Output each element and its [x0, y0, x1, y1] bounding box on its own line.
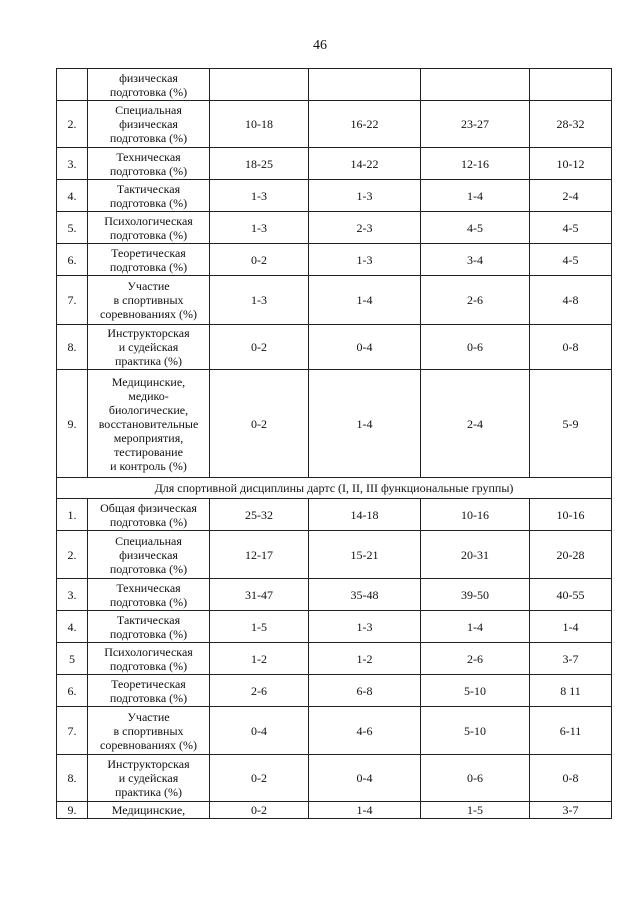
table-bottom-section	[57, 499, 612, 819]
value-cell-col3: 10-16	[421, 499, 530, 531]
row-label-cell: Инструкторская и судейская практика (%)	[88, 325, 210, 370]
table-row	[57, 611, 612, 643]
value-cell-col2: 1-2	[309, 643, 421, 675]
value-cell-col3: 0-6	[421, 755, 530, 802]
row-number-cell: 9.	[57, 802, 88, 819]
value-cell-col1: 25-32	[210, 499, 309, 531]
row-label-cell: Участие в спортивных соревнованиях (%)	[88, 276, 210, 325]
value-cell-col4: 20-28	[530, 531, 612, 579]
value-cell-col1: 0-4	[210, 707, 309, 755]
value-cell-col1: 0-2	[210, 802, 309, 819]
row-number-cell: 5	[57, 643, 88, 675]
row-number-cell: 3.	[57, 579, 88, 611]
row-label-cell: Общая физическая подготовка (%)	[88, 499, 210, 531]
row-number-cell: 6.	[57, 244, 88, 276]
row-label-cell: Техническая подготовка (%)	[88, 148, 210, 180]
section-title: Для спортивной дисциплины дартс (I, II, III функциональные группы)	[57, 478, 612, 499]
value-cell-col4: 4-8	[530, 276, 612, 325]
value-cell-col3: 39-50	[421, 579, 530, 611]
value-cell-col1: 31-47	[210, 579, 309, 611]
value-cell-col2: 0-4	[309, 325, 421, 370]
table-row	[57, 579, 612, 611]
table-row	[57, 755, 612, 802]
row-label-cell: Специальная физическая подготовка (%)	[88, 531, 210, 579]
row-label-cell: Теоретическая подготовка (%)	[88, 675, 210, 707]
value-cell-col4: 1-4	[530, 611, 612, 643]
training-ratio-table	[56, 68, 612, 819]
value-cell-col2: 16-22	[309, 101, 421, 148]
row-number-cell: 8.	[57, 755, 88, 802]
row-label-cell: Тактическая подготовка (%)	[88, 180, 210, 212]
value-cell-col1: 1-3	[210, 180, 309, 212]
value-cell-col4: 0-8	[530, 755, 612, 802]
row-number-cell: 3.	[57, 148, 88, 180]
row-number-cell: 9.	[57, 370, 88, 478]
value-cell-col2: 1-4	[309, 276, 421, 325]
table-row	[57, 707, 612, 755]
table-row	[57, 325, 612, 370]
row-label-cell: Психологическая подготовка (%)	[88, 212, 210, 244]
value-cell-col1: 2-6	[210, 675, 309, 707]
value-cell-col3: 5-10	[421, 675, 530, 707]
value-cell-col2: 15-21	[309, 531, 421, 579]
row-number-cell: 5.	[57, 212, 88, 244]
value-cell-col3: 2-6	[421, 276, 530, 325]
value-cell-col4: 8 11	[530, 675, 612, 707]
row-label-cell: Медицинские,	[88, 802, 210, 819]
value-cell-col4: 0-8	[530, 325, 612, 370]
value-cell-col4: 4-5	[530, 212, 612, 244]
value-cell-col3: 5-10	[421, 707, 530, 755]
table-row	[57, 370, 612, 478]
row-label-cell: Теоретическая подготовка (%)	[88, 244, 210, 276]
value-cell-col4: 6-11	[530, 707, 612, 755]
value-cell-col1: 1-3	[210, 276, 309, 325]
value-cell-col4: 2-4	[530, 180, 612, 212]
value-cell-col2: 14-18	[309, 499, 421, 531]
table-row	[57, 643, 612, 675]
value-cell-col4: 5-9	[530, 370, 612, 478]
value-cell-col2: 6-8	[309, 675, 421, 707]
row-number-cell	[57, 69, 88, 101]
table-row	[57, 212, 612, 244]
value-cell-col4: 28-32	[530, 101, 612, 148]
value-cell-col3	[421, 69, 530, 101]
value-cell-col2: 1-4	[309, 370, 421, 478]
value-cell-col2: 1-3	[309, 244, 421, 276]
value-cell-col1: 12-17	[210, 531, 309, 579]
row-label-cell: Тактическая подготовка (%)	[88, 611, 210, 643]
table-top-section	[57, 69, 612, 478]
value-cell-col2: 14-22	[309, 148, 421, 180]
section-header-row	[57, 478, 612, 499]
value-cell-col4: 40-55	[530, 579, 612, 611]
value-cell-col2: 35-48	[309, 579, 421, 611]
value-cell-col3: 3-4	[421, 244, 530, 276]
value-cell-col3: 2-6	[421, 643, 530, 675]
value-cell-col3: 23-27	[421, 101, 530, 148]
row-number-cell: 4.	[57, 180, 88, 212]
value-cell-col4: 3-7	[530, 643, 612, 675]
value-cell-col2: 4-6	[309, 707, 421, 755]
row-number-cell: 7.	[57, 276, 88, 325]
row-number-cell: 2.	[57, 101, 88, 148]
value-cell-col1: 0-2	[210, 325, 309, 370]
row-label-cell: Медицинские, медико- биологические, восстановительные мероприятия, тестирование и контроль (%)	[88, 370, 210, 478]
value-cell-col3: 1-5	[421, 802, 530, 819]
row-label-cell: Специальная физическая подготовка (%)	[88, 101, 210, 148]
table-row	[57, 276, 612, 325]
value-cell-col3: 1-4	[421, 611, 530, 643]
value-cell-col1: 1-2	[210, 643, 309, 675]
value-cell-col1: 10-18	[210, 101, 309, 148]
value-cell-col2: 2-3	[309, 212, 421, 244]
value-cell-col1: 0-2	[210, 244, 309, 276]
row-label-cell: Участие в спортивных соревнованиях (%)	[88, 707, 210, 755]
value-cell-col2	[309, 69, 421, 101]
value-cell-col4: 4-5	[530, 244, 612, 276]
row-label-cell: Техническая подготовка (%)	[88, 579, 210, 611]
value-cell-col1: 0-2	[210, 370, 309, 478]
value-cell-col3: 1-4	[421, 180, 530, 212]
value-cell-col3: 0-6	[421, 325, 530, 370]
row-label-cell: Инструкторская и судейская практика (%)	[88, 755, 210, 802]
table-row	[57, 675, 612, 707]
value-cell-col1: 0-2	[210, 755, 309, 802]
table-row	[57, 180, 612, 212]
value-cell-col1: 1-5	[210, 611, 309, 643]
row-number-cell: 6.	[57, 675, 88, 707]
row-number-cell: 7.	[57, 707, 88, 755]
value-cell-col4	[530, 69, 612, 101]
row-label-cell: Психологическая подготовка (%)	[88, 643, 210, 675]
value-cell-col4: 3-7	[530, 802, 612, 819]
value-cell-col2: 0-4	[309, 755, 421, 802]
value-cell-col3: 4-5	[421, 212, 530, 244]
value-cell-col3: 20-31	[421, 531, 530, 579]
table-row	[57, 101, 612, 148]
table-row	[57, 802, 612, 819]
value-cell-col1	[210, 69, 309, 101]
table-row	[57, 69, 612, 101]
value-cell-col4: 10-16	[530, 499, 612, 531]
table-section-header	[57, 478, 612, 499]
row-label-cell: физическая подготовка (%)	[88, 69, 210, 101]
table-row	[57, 499, 612, 531]
row-number-cell: 8.	[57, 325, 88, 370]
page-number: 46	[313, 38, 327, 53]
value-cell-col2: 1-4	[309, 802, 421, 819]
table-row	[57, 148, 612, 180]
row-number-cell: 2.	[57, 531, 88, 579]
value-cell-col2: 1-3	[309, 180, 421, 212]
value-cell-col4: 10-12	[530, 148, 612, 180]
value-cell-col1: 18-25	[210, 148, 309, 180]
row-number-cell: 1.	[57, 499, 88, 531]
value-cell-col3: 2-4	[421, 370, 530, 478]
row-number-cell: 4.	[57, 611, 88, 643]
table-row	[57, 531, 612, 579]
value-cell-col2: 1-3	[309, 611, 421, 643]
value-cell-col3: 12-16	[421, 148, 530, 180]
table-row	[57, 244, 612, 276]
value-cell-col1: 1-3	[210, 212, 309, 244]
